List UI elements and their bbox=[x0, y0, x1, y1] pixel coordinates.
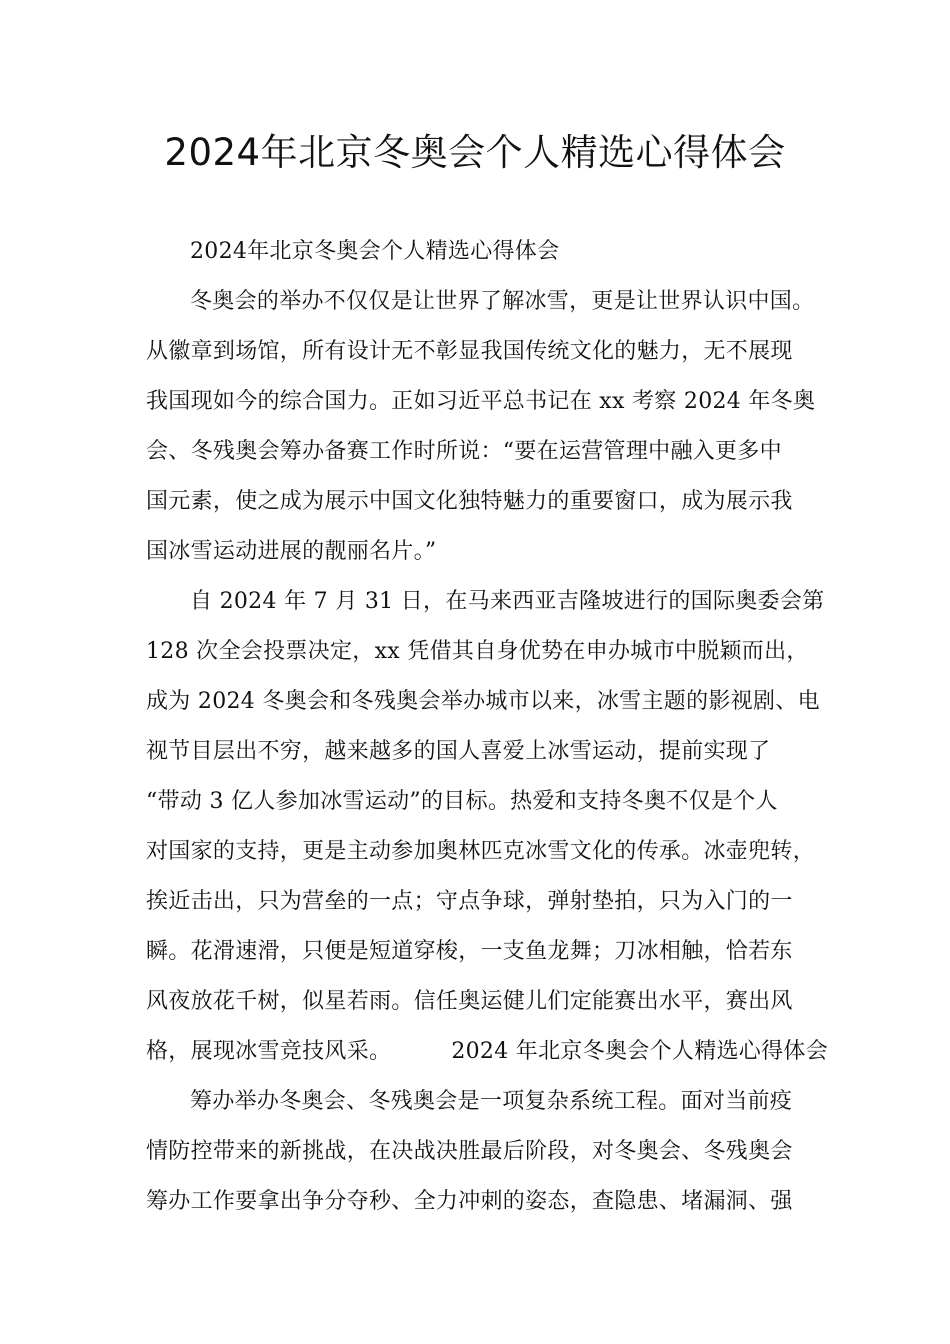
paragraph-line: 国冰雪运动进展的靓丽名片。” bbox=[146, 539, 437, 564]
paragraph-line: 会、冬残奥会筹办备赛工作时所说：“要在运营管理中融入更多中 bbox=[146, 439, 782, 464]
paragraph-line: 视节目层出不穷，越来越多的国人喜爱上冰雪运动，提前实现了 bbox=[146, 739, 771, 764]
paragraph-line: 成为 2024 冬奥会和冬残奥会举办城市以来，冰雪主题的影视剧、电 bbox=[146, 689, 820, 714]
paragraph-line-text: 格，展现冰雪竞技风采。 bbox=[146, 1039, 392, 1064]
paragraph-line: “带动 3 亿人参加冰雪运动”的目标。热爱和支持冬奥不仅是个人 bbox=[146, 789, 778, 814]
paragraph-line: 筹办举办冬奥会、冬残奥会是一项复杂系统工程。面对当前疫 bbox=[190, 1089, 793, 1114]
paragraph-line bbox=[146, 1037, 828, 1067]
paragraph-line: 挨近击出，只为营垒的一点；守点争球，弹射垫拍，只为入门的一 bbox=[146, 889, 793, 914]
document-title: 2024年北京冬奥会个人精选心得体会 bbox=[164, 131, 786, 174]
paragraph-line: 情防控带来的新挑战，在决战决胜最后阶段，对冬奥会、冬残奥会 bbox=[146, 1139, 793, 1164]
paragraph-line: 国元素，使之成为展示中国文化独特魅力的重要窗口，成为展示我 bbox=[146, 489, 793, 514]
paragraph-line: 瞬。花滑速滑，只便是短道穿梭，一支鱼龙舞；刀冰相触，恰若东 bbox=[146, 939, 793, 964]
section-heading: 2024 年北京冬奥会个人精选心得体会 bbox=[451, 1039, 828, 1064]
paragraph-line: 筹办工作要拿出争分夺秒、全力冲刺的姿态，查隐患、堵漏洞、强 bbox=[146, 1189, 793, 1214]
paragraph-line: 风夜放花千树，似星若雨。信任奥运健儿们定能赛出水平，赛出风 bbox=[146, 989, 793, 1014]
paragraph-line: 自 2024 年 7 月 31 日，在马来西亚吉隆坡进行的国际奥委会第 bbox=[190, 589, 825, 614]
paragraph-line: 对国家的支持，更是主动参加奥林匹克冰雪文化的传承。冰壶兜转， bbox=[146, 839, 816, 864]
paragraph-line: 从徽章到场馆，所有设计无不彰显我国传统文化的魅力，无不展现 bbox=[146, 339, 793, 364]
paragraph-line: 128 次全会投票决定，xx 凭借其自身优势在申办城市中脱颖而出， bbox=[146, 639, 809, 664]
paragraph-line: 我国现如今的综合国力。正如习近平总书记在 xx 考察 2024 年冬奥 bbox=[146, 389, 816, 414]
document-subtitle: 2024年北京冬奥会个人精选心得体会 bbox=[190, 239, 560, 264]
paragraph-line: 冬奥会的举办不仅仅是让世界了解冰雪，更是让世界认识中国。 bbox=[190, 289, 815, 314]
